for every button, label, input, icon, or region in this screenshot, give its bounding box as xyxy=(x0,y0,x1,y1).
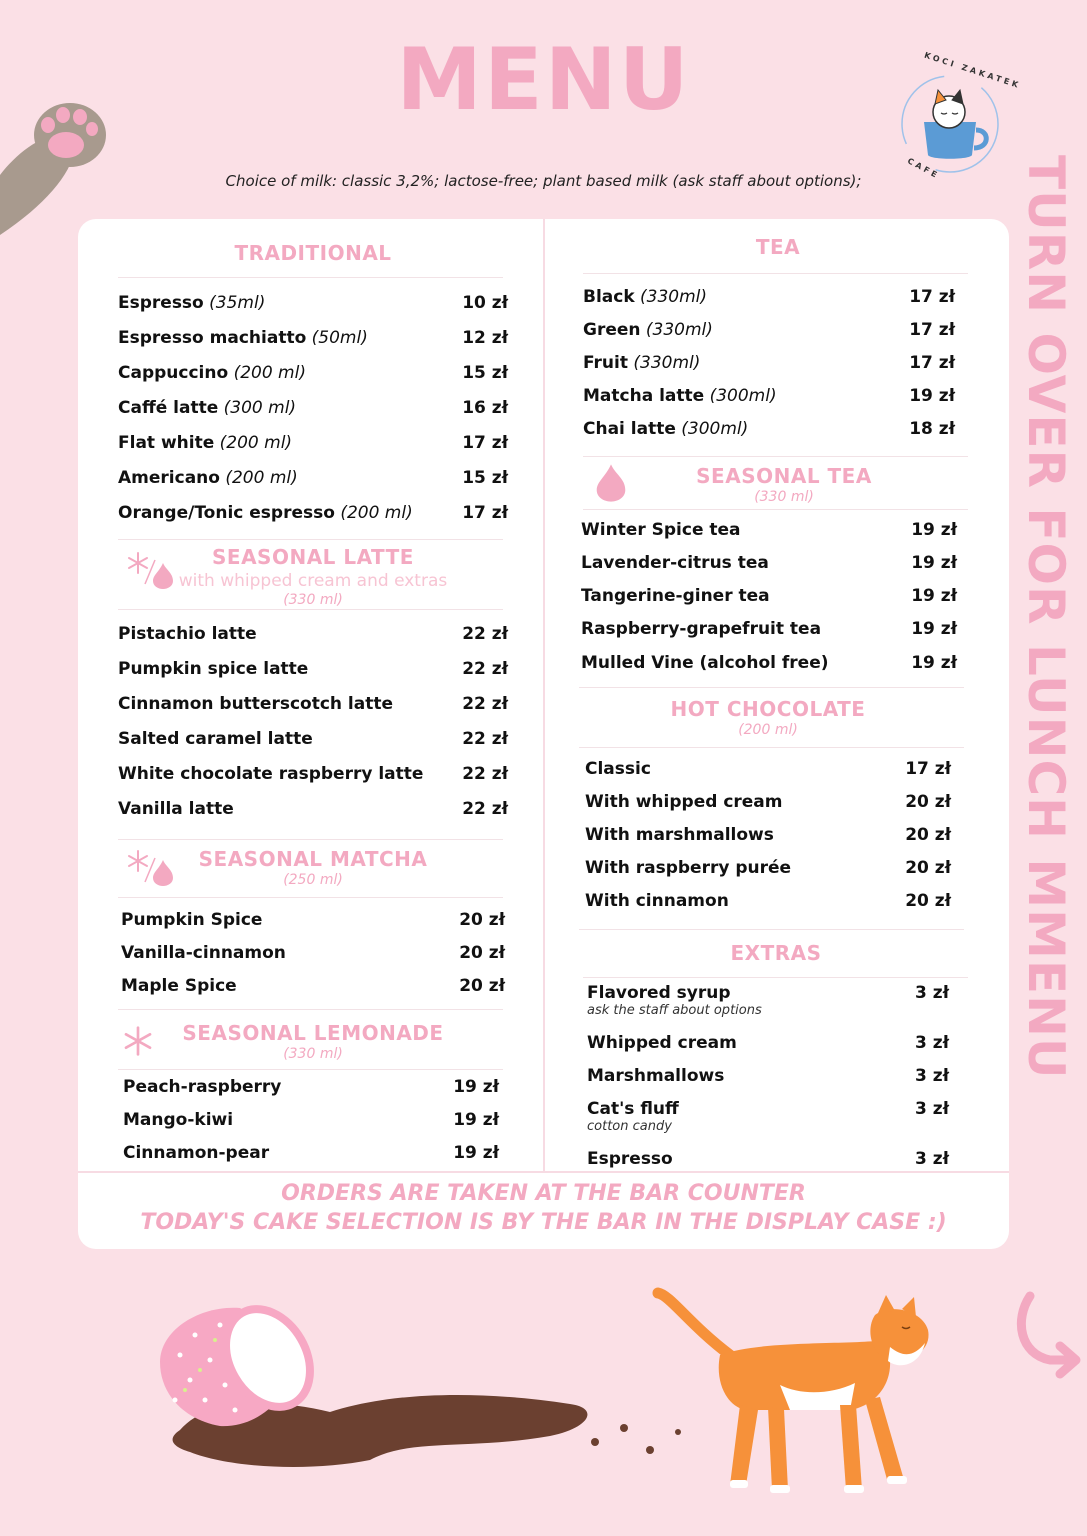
side-text-lunch-menu: TURN OVER FOR LUNCH MMENU xyxy=(1017,155,1075,1080)
list-item xyxy=(583,386,955,406)
item-price: 17 zł xyxy=(909,353,955,373)
item-name: With raspberry purée xyxy=(585,858,792,878)
item-name: White chocolate raspberry latte xyxy=(118,764,424,784)
item-size: (200 ml) xyxy=(233,363,306,383)
spilled-cup-icon xyxy=(150,1300,690,1480)
list-item xyxy=(118,293,508,313)
milk-note: Choice of milk: classic 3,2%; lactose-free; plant based milk (ask staff about options); xyxy=(225,172,862,190)
list-item xyxy=(121,976,505,996)
item-price: 3 zł xyxy=(915,1099,949,1119)
footer-notice xyxy=(78,1179,1009,1237)
item-name: Black xyxy=(583,287,635,307)
item-price: 22 zł xyxy=(462,624,508,644)
list-item xyxy=(118,398,508,418)
section-title: SEASONAL TEA xyxy=(696,464,872,488)
section-traditional-header xyxy=(118,241,508,265)
item-price: 17 zł xyxy=(905,759,951,779)
list-item xyxy=(581,520,957,540)
item-name: With whipped cream xyxy=(585,792,783,812)
section-title: SEASONAL LATTE xyxy=(212,545,414,569)
item-price: 20 zł xyxy=(459,943,505,963)
list-item xyxy=(121,943,505,963)
item-name: Caffé latte xyxy=(118,398,219,418)
footer-divider xyxy=(78,1171,1009,1173)
item-price: 19 zł xyxy=(911,586,957,606)
item-name: Lavender-citrus tea xyxy=(581,553,769,573)
item-name: With cinnamon xyxy=(585,891,729,911)
item-price: 22 zł xyxy=(462,799,508,819)
item-name: Green xyxy=(583,320,641,340)
footer-line-orders: ORDERS ARE TAKEN AT THE BAR COUNTER xyxy=(281,1181,806,1206)
item-name: Winter Spice tea xyxy=(581,520,741,540)
list-item xyxy=(585,825,951,845)
section-seasonal-tea-header xyxy=(589,464,979,505)
item-price: 15 zł xyxy=(462,468,508,488)
list-item xyxy=(118,659,508,679)
list-item xyxy=(583,320,955,340)
list-item xyxy=(121,910,505,930)
section-rule xyxy=(118,897,503,898)
section-seasonal-lemonade-header xyxy=(118,1021,508,1062)
section-title: SEASONAL LEMONADE xyxy=(182,1021,444,1045)
item-name: Espresso xyxy=(118,293,204,313)
section-title: EXTRAS xyxy=(730,941,822,965)
list-item xyxy=(118,363,508,383)
item-price: 19 zł xyxy=(911,653,957,673)
item-price: 17 zł xyxy=(909,320,955,340)
item-name: Cappuccino xyxy=(118,363,229,383)
section-rule xyxy=(118,1009,503,1010)
section-volume: (330 ml) xyxy=(283,592,343,608)
list-item xyxy=(118,694,508,714)
section-title: HOT CHOCOLATE xyxy=(670,697,866,721)
item-price: 22 zł xyxy=(462,694,508,714)
item-price: 10 zł xyxy=(462,293,508,313)
item-name: Fruit xyxy=(583,353,628,373)
item-name: Cinnamon butterscotch latte xyxy=(118,694,394,714)
menu-card xyxy=(78,219,1009,1249)
item-price: 12 zł xyxy=(462,328,508,348)
section-title: SEASONAL MATCHA xyxy=(198,847,428,871)
list-item xyxy=(123,1110,499,1130)
item-name: Americano xyxy=(118,468,220,488)
item-name: Flat white xyxy=(118,433,215,453)
section-tea-header xyxy=(583,235,973,259)
item-name: Chai latte xyxy=(583,419,676,439)
item-price: 3 zł xyxy=(915,1033,949,1053)
item-price: 3 zł xyxy=(915,983,949,1003)
walking-cat-icon xyxy=(650,1285,940,1505)
item-price: 19 zł xyxy=(453,1110,499,1130)
list-item xyxy=(583,287,955,307)
item-name: Classic xyxy=(585,759,651,779)
section-volume: (250 ml) xyxy=(283,872,343,888)
turn-arrow-icon xyxy=(1010,1290,1086,1380)
item-price: 19 zł xyxy=(453,1077,499,1097)
list-item xyxy=(118,764,508,784)
item-name: Maple Spice xyxy=(121,976,237,996)
item-size: (300ml) xyxy=(709,386,777,406)
item-price: 20 zł xyxy=(459,910,505,930)
list-item xyxy=(581,653,957,673)
item-price: 17 zł xyxy=(462,503,508,523)
item-name: Vanilla-cinnamon xyxy=(121,943,286,963)
item-price: 20 zł xyxy=(905,792,951,812)
list-item xyxy=(581,619,957,639)
item-name: Cinnamon-pear xyxy=(123,1143,270,1163)
item-name: Raspberry-grapefruit tea xyxy=(581,619,822,639)
item-name: Orange/Tonic espresso xyxy=(118,503,335,523)
item-size: (330ml) xyxy=(640,287,708,307)
section-rule xyxy=(118,1069,503,1070)
section-seasonal-latte-header xyxy=(118,545,508,608)
section-rule xyxy=(579,687,964,688)
section-rule xyxy=(583,977,968,978)
item-price: 22 zł xyxy=(462,659,508,679)
list-item xyxy=(118,503,508,523)
item-price: 20 zł xyxy=(459,976,505,996)
page-title: MENU xyxy=(396,30,691,130)
item-size: (200 ml) xyxy=(225,468,298,488)
item-size: (300ml) xyxy=(681,419,749,439)
section-rule xyxy=(118,839,503,840)
item-price: 17 zł xyxy=(909,287,955,307)
list-item xyxy=(123,1143,499,1163)
section-rule xyxy=(579,929,964,930)
item-price: 22 zł xyxy=(462,764,508,784)
item-name: Pumpkin spice latte xyxy=(118,659,309,679)
list-item xyxy=(585,792,951,812)
item-name: Tangerine-giner tea xyxy=(581,586,770,606)
item-price: 3 zł xyxy=(915,1149,949,1169)
list-item xyxy=(587,1099,949,1135)
section-hot-chocolate-header xyxy=(573,697,963,738)
item-price: 16 zł xyxy=(462,398,508,418)
section-volume: (330 ml) xyxy=(754,489,814,505)
section-subtitle: with whipped cream and extras xyxy=(178,571,448,591)
item-name: Espresso machiatto xyxy=(118,328,307,348)
item-note: cotton candy xyxy=(587,1119,672,1134)
list-item xyxy=(123,1077,499,1097)
item-price: 15 zł xyxy=(462,363,508,383)
list-item xyxy=(587,1033,949,1053)
list-item xyxy=(118,799,508,819)
item-name: Pumpkin Spice xyxy=(121,910,263,930)
list-item xyxy=(585,891,951,911)
item-size: (330ml) xyxy=(633,353,701,373)
item-name: With marshmallows xyxy=(585,825,774,845)
item-price: 19 zł xyxy=(911,553,957,573)
item-size: (200 ml) xyxy=(340,503,413,523)
section-rule xyxy=(583,456,968,457)
footer-line-cakes: TODAY'S CAKE SELECTION IS BY THE BAR IN THE DISPLAY CASE :) xyxy=(140,1210,947,1235)
list-item xyxy=(587,1066,949,1086)
cat-in-cup-logo-icon xyxy=(892,50,1023,190)
item-price: 17 zł xyxy=(462,433,508,453)
item-name: Peach-raspberry xyxy=(123,1077,282,1097)
list-item xyxy=(581,586,957,606)
item-price: 19 zł xyxy=(453,1143,499,1163)
section-rule xyxy=(579,747,964,748)
section-volume: (330 ml) xyxy=(283,1046,343,1062)
list-item xyxy=(118,328,508,348)
item-note: ask the staff about options xyxy=(587,1003,762,1018)
item-price: 19 zł xyxy=(911,520,957,540)
section-rule xyxy=(583,509,968,510)
section-rule xyxy=(583,273,968,274)
item-price: 20 zł xyxy=(905,825,951,845)
item-price: 20 zł xyxy=(905,858,951,878)
section-rule xyxy=(118,539,503,540)
list-item xyxy=(118,433,508,453)
list-item xyxy=(118,624,508,644)
item-price: 20 zł xyxy=(905,891,951,911)
item-size: (35ml) xyxy=(209,293,266,313)
list-item xyxy=(587,1149,949,1169)
list-item xyxy=(118,468,508,488)
logo-arc-text-bottom: CAFE xyxy=(905,156,942,181)
item-name: Mango-kiwi xyxy=(123,1110,234,1130)
item-price: 18 zł xyxy=(909,419,955,439)
section-volume: (200 ml) xyxy=(738,722,798,738)
section-title: TRADITIONAL xyxy=(234,241,392,265)
section-rule xyxy=(118,609,503,610)
item-size: (300 ml) xyxy=(223,398,297,418)
item-name: Whipped cream xyxy=(587,1033,737,1053)
list-item xyxy=(585,858,951,878)
item-price: 19 zł xyxy=(911,619,957,639)
item-name: Flavored syrup xyxy=(587,983,731,1003)
logo-arc-text-top: KOCI ZAKATEK xyxy=(923,50,1023,91)
list-item xyxy=(587,983,949,1019)
section-seasonal-matcha-header xyxy=(118,847,508,888)
item-price: 19 zł xyxy=(909,386,955,406)
list-item xyxy=(583,353,955,373)
item-name: Cat's fluff xyxy=(587,1099,679,1119)
list-item xyxy=(118,729,508,749)
item-size: (50ml) xyxy=(311,328,368,348)
item-name: Mulled Vine (alcohol free) xyxy=(581,653,829,673)
section-extras-header xyxy=(581,941,971,965)
item-name: Vanilla latte xyxy=(118,799,234,819)
item-name: Matcha latte xyxy=(583,386,705,406)
list-item xyxy=(581,553,957,573)
item-name: Marshmallows xyxy=(587,1066,725,1086)
section-title: TEA xyxy=(755,235,801,259)
column-divider xyxy=(543,219,545,1171)
list-item xyxy=(583,419,955,439)
item-name: Espresso xyxy=(587,1149,673,1169)
item-size: (200 ml) xyxy=(219,433,293,453)
section-rule xyxy=(118,277,503,278)
list-item xyxy=(585,759,951,779)
item-name: Pistachio latte xyxy=(118,624,257,644)
item-name: Salted caramel latte xyxy=(118,729,313,749)
item-price: 3 zł xyxy=(915,1066,949,1086)
item-price: 22 zł xyxy=(462,729,508,749)
item-size: (330ml) xyxy=(645,320,713,340)
